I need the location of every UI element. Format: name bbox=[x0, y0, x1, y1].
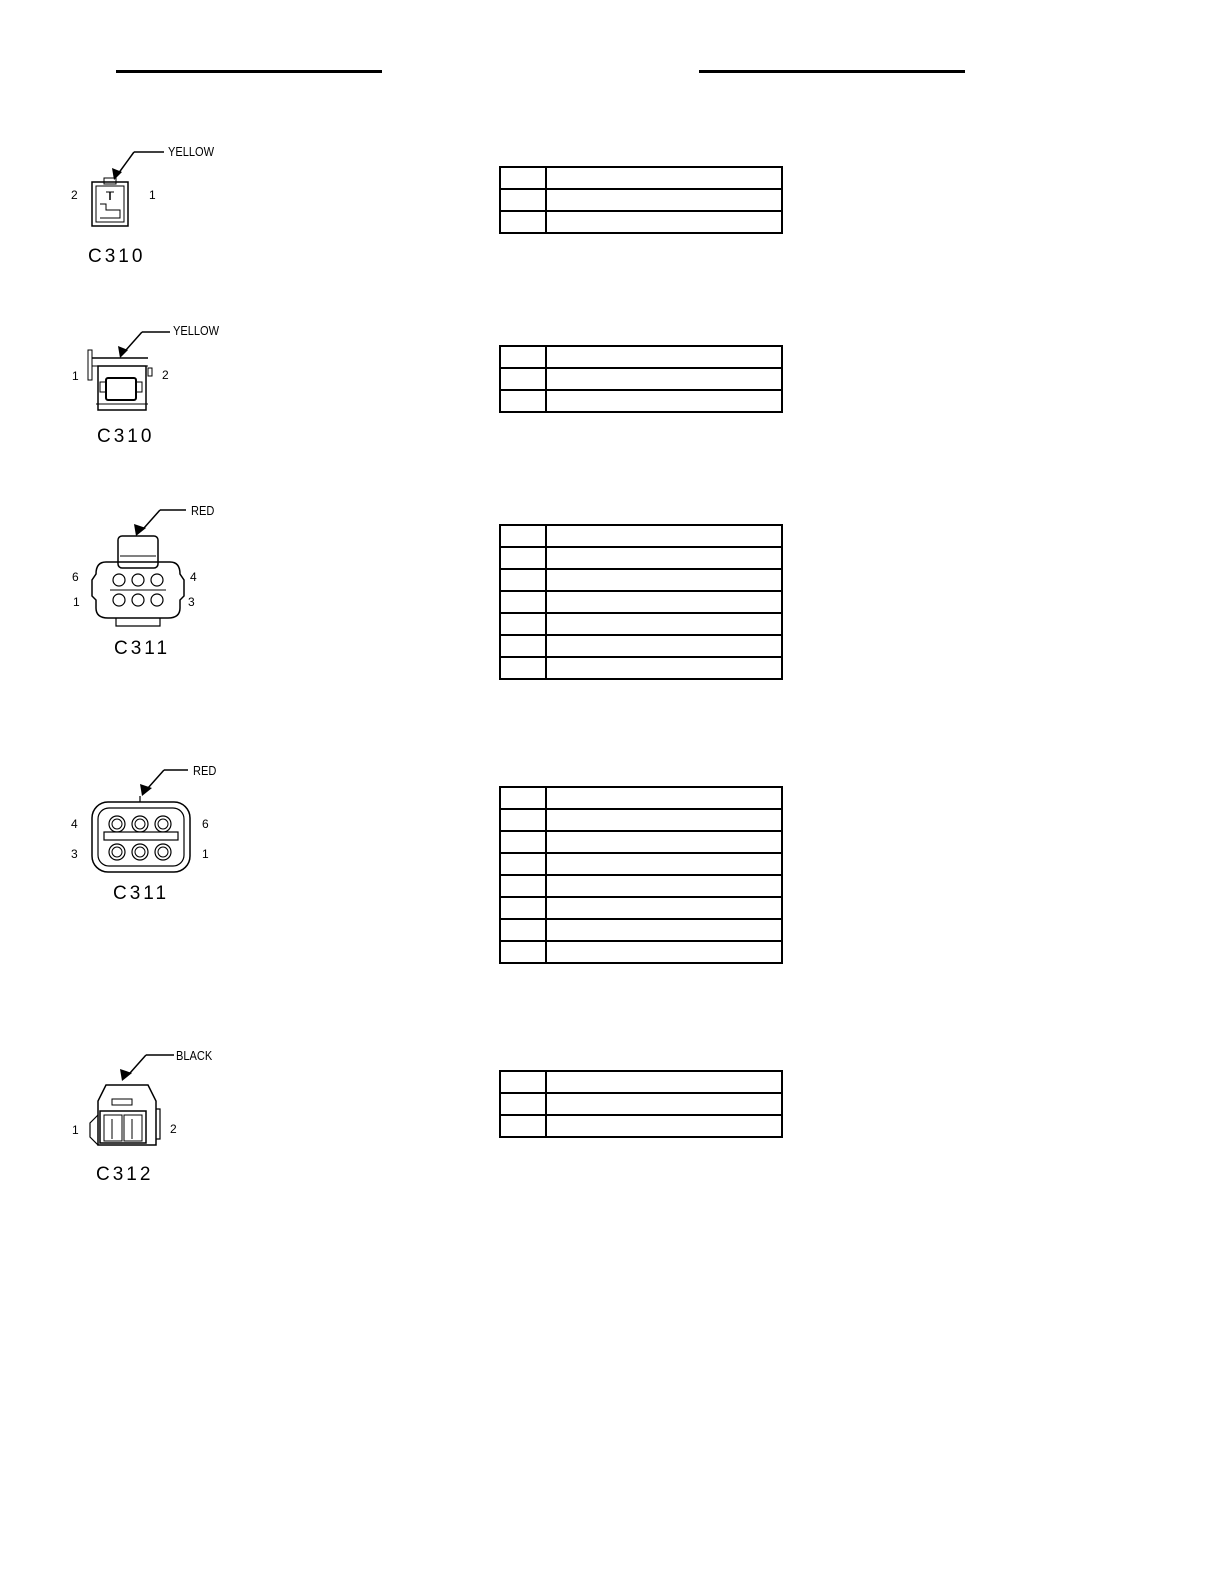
table-row bbox=[500, 591, 782, 613]
connector-c312-view bbox=[60, 1045, 240, 1190]
pin-label: 1 bbox=[73, 595, 80, 609]
pin-label: 6 bbox=[72, 570, 79, 584]
table-row bbox=[500, 211, 782, 233]
connector-c311-front-view bbox=[60, 500, 240, 665]
table-row bbox=[500, 657, 782, 679]
connector-c310-front-view bbox=[60, 140, 240, 270]
connector-name: C310 bbox=[97, 426, 155, 447]
table-row bbox=[500, 1093, 782, 1115]
pin-table-c311-rear bbox=[499, 786, 783, 964]
wire-color-label: BLACK bbox=[176, 1048, 213, 1063]
pin-label: 3 bbox=[188, 595, 195, 609]
wire-color-label: YELLOW bbox=[168, 144, 215, 159]
pin-table-c312 bbox=[499, 1070, 783, 1138]
connector-name: C312 bbox=[96, 1164, 154, 1185]
table-row bbox=[500, 809, 782, 831]
connector-name: C311 bbox=[114, 638, 171, 659]
table-row bbox=[500, 569, 782, 591]
pin-label: 6 bbox=[202, 817, 209, 831]
table-row bbox=[500, 346, 782, 368]
pin-label: 4 bbox=[71, 817, 78, 831]
table-row bbox=[500, 853, 782, 875]
table-row bbox=[500, 831, 782, 853]
table-row bbox=[500, 897, 782, 919]
table-row bbox=[500, 368, 782, 390]
table-row bbox=[500, 875, 782, 897]
wire-color-label: YELLOW bbox=[173, 323, 220, 338]
connector-name: C310 bbox=[88, 246, 146, 267]
table-row bbox=[500, 635, 782, 657]
table-row bbox=[500, 787, 782, 809]
wire-color-label: RED bbox=[191, 503, 215, 518]
connector-c310-rear-view bbox=[60, 320, 240, 450]
pin-label: 2 bbox=[162, 368, 169, 382]
connector-c311-rear-view bbox=[60, 760, 240, 910]
pin-label: 2 bbox=[71, 188, 78, 202]
pin-table-c310-rear bbox=[499, 345, 783, 413]
table-row bbox=[500, 547, 782, 569]
pin-label: 1 bbox=[72, 369, 79, 383]
table-row bbox=[500, 189, 782, 211]
pin-label: 1 bbox=[72, 1123, 79, 1137]
pin-table-c310-front bbox=[499, 166, 783, 234]
table-row bbox=[500, 613, 782, 635]
connector-c310-front-drawing bbox=[60, 140, 240, 270]
header-rule-right bbox=[699, 70, 965, 73]
pin-label: 1 bbox=[202, 847, 209, 861]
wire-color-label: RED bbox=[193, 763, 217, 778]
table-row bbox=[500, 941, 782, 963]
pin-label: 2 bbox=[170, 1122, 177, 1136]
pin-label: 1 bbox=[149, 188, 156, 202]
pin-label: 4 bbox=[190, 570, 197, 584]
table-row bbox=[500, 390, 782, 412]
table-row bbox=[500, 525, 782, 547]
pin-label: 3 bbox=[71, 847, 78, 861]
table-row bbox=[500, 1071, 782, 1093]
table-row bbox=[500, 919, 782, 941]
connector-name: C311 bbox=[113, 883, 170, 904]
pin-table-c311-front bbox=[499, 524, 783, 680]
table-row bbox=[500, 1115, 782, 1137]
table-row bbox=[500, 167, 782, 189]
header-rule-left bbox=[116, 70, 382, 73]
